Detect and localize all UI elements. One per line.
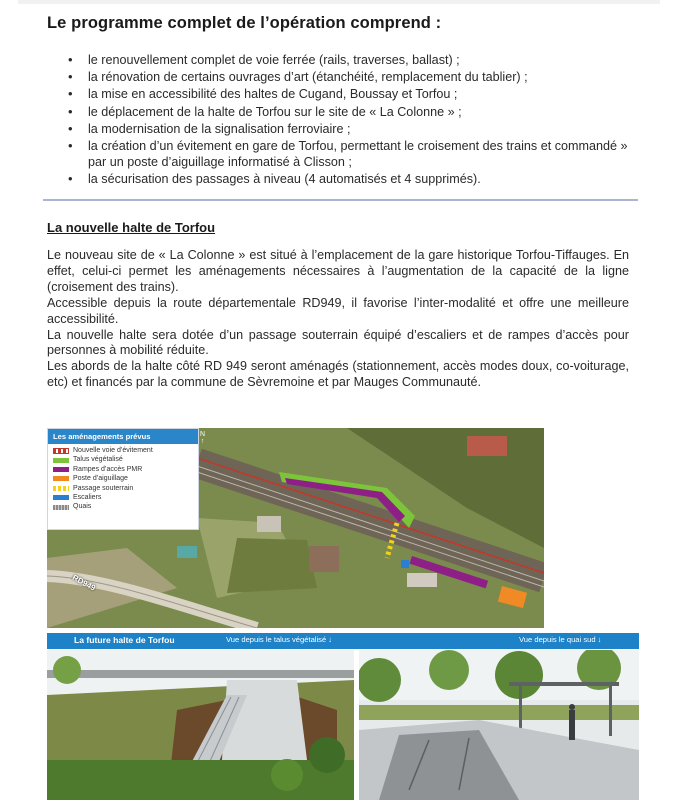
legend-label: Escaliers: [73, 494, 102, 502]
legend-swatch: [53, 495, 69, 500]
programme-list: [68, 52, 628, 189]
banner-caption-talus: Vue depuis le talus végétalisé ↓: [226, 635, 333, 644]
paragraph: La nouvelle halte sera dotée d’un passage souterrain équipé d’escaliers et de rampes d’accès pour personnes à mobilité réduite.: [47, 327, 629, 358]
legend-label: Quais: [73, 503, 92, 511]
section-title-halte: La nouvelle halte de Torfou: [47, 220, 216, 235]
paragraph: Les abords de la halte côté RD 949 seront aménagés (stationnement, accès modes doux, co-voiturage, etc) et financés par la commune de Sèvremoine et par Mauges Communauté.: [47, 359, 629, 390]
list-item: • la mise en accessibilité des haltes de Cugand, Boussay et Torfou ;: [68, 86, 628, 102]
legend-item-quais: [53, 502, 193, 511]
legend-swatch: [53, 505, 69, 510]
map-legend: [47, 428, 199, 530]
list-item: • le déplacement de la halte de Torfou sur le site de « La Colonne » ;: [68, 104, 628, 120]
paragraph: Accessible depuis la route départementale RD949, il favorise l’inter-modalité et offre une meilleure accessibilité.: [47, 295, 629, 326]
list-item: • la modernisation de la signalisation ferroviaire ;: [68, 121, 628, 137]
legend-swatch: [53, 448, 69, 454]
legend-item-nouvelle-voie: [53, 446, 193, 455]
render-view-talus: [47, 650, 354, 800]
legend-item-talus: [53, 455, 193, 464]
legend-label: Nouvelle voie d’évitement: [73, 447, 153, 454]
legend-swatch: [53, 467, 69, 472]
legend-swatch: [53, 476, 69, 481]
paragraph: Le nouveau site de « La Colonne » est situé à l’emplacement de la gare historique Torfou-Tiffauges. En effet, celui-ci permet les aménagements nécessaires à l’augmentation de la capacité de la ligne (croisement des trains).: [47, 248, 629, 294]
north-arrow-icon: [200, 431, 205, 445]
north-label: N: [200, 431, 206, 438]
render-illustration-talus: [47, 650, 354, 800]
legend-title: Les aménagements prévus: [48, 429, 198, 444]
render-illustration-quai: [359, 650, 639, 800]
section-title-programme: Le programme complet de l’opération comprend :: [47, 14, 442, 32]
top-rule: [18, 0, 660, 4]
list-item: • le renouvellement complet de voie ferrée (rails, traverses, ballast) ;: [68, 52, 628, 68]
legend-swatch: [53, 458, 69, 463]
legend-items: [48, 444, 198, 514]
legend-swatch: [53, 486, 69, 491]
banner-caption-quai: Vue depuis le quai sud ↓: [519, 635, 602, 644]
banner-title: La future halte de Torfou: [74, 635, 175, 645]
legend-label: Talus végétalisé: [73, 456, 123, 464]
list-item: • la création d’un évitement en gare de Torfou, permettant le croisement des trains et commandé » par un poste d’aiguillage informatisé à Clisson ;: [68, 138, 628, 170]
halte-description: [47, 248, 629, 391]
legend-label: Passage souterrain: [73, 484, 134, 492]
render-view-quai-sud: [359, 650, 639, 800]
list-item: • la sécurisation des passages à niveau (4 automatisés et 4 supprimés).: [68, 171, 628, 187]
north-arrow-glyph: ↑: [200, 438, 205, 445]
legend-item-poste: [53, 474, 193, 483]
legend-item-passage: [53, 484, 193, 493]
legend-item-rampes: [53, 465, 193, 474]
legend-label: Rampes d’accès PMR: [73, 465, 143, 473]
road-label: RD949: [70, 573, 97, 593]
section-divider: [43, 199, 638, 201]
legend-item-escaliers: [53, 493, 193, 502]
list-item: • la rénovation de certains ouvrages d’art (étanchéité, remplacement du tablier) ;: [68, 69, 628, 85]
legend-label: Poste d’aiguillage: [73, 475, 128, 483]
